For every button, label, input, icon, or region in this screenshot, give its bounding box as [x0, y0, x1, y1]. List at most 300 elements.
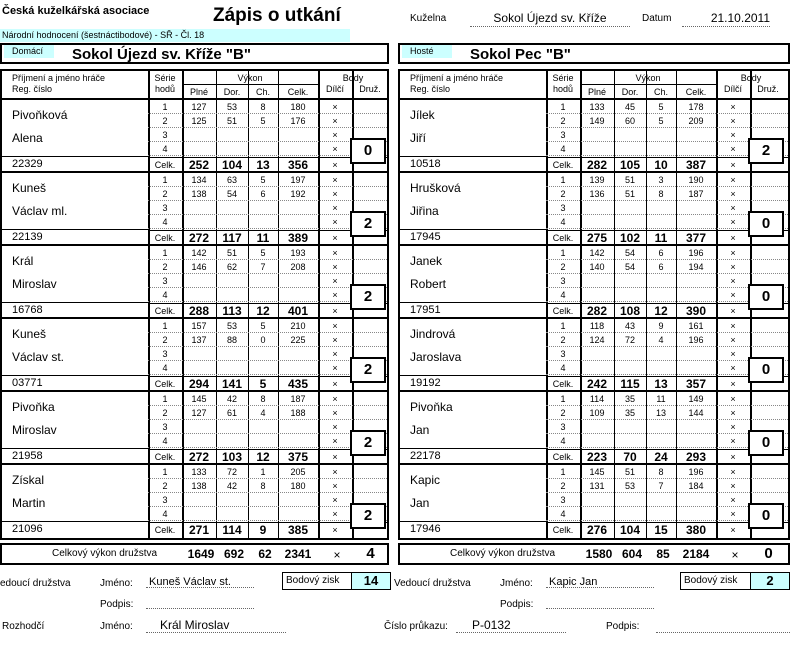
- guest-signature-field[interactable]: [546, 597, 654, 609]
- home-team-header: [0, 43, 389, 64]
- guest-player-points: 0: [748, 357, 784, 383]
- home-total-miss: 62: [258, 547, 272, 561]
- home-player-total-total: 356: [287, 158, 309, 172]
- guest-individual-x: ×: [730, 248, 736, 258]
- home-series-clear: 51: [226, 248, 237, 258]
- home-series-number: 4: [162, 509, 168, 519]
- guest-player-total-total: 390: [685, 304, 707, 318]
- guest-series-clear: 35: [624, 394, 635, 404]
- home-series-number: 4: [162, 363, 168, 373]
- home-series-full: 157: [191, 321, 207, 331]
- home-player-total-total: 375: [287, 450, 309, 464]
- home-celk-label: Celk.: [154, 160, 176, 170]
- home-individual-x: ×: [332, 349, 338, 359]
- home-series-total: 208: [290, 262, 306, 272]
- guest-player-total-miss: 15: [654, 523, 668, 537]
- home-series-full: 142: [191, 248, 207, 258]
- association-name: Česká kuželkářská asociace: [2, 5, 150, 17]
- home-player-block: [2, 465, 387, 538]
- home-series-clear: 62: [226, 262, 237, 272]
- guest-hdr-perf: Výkon: [635, 73, 661, 83]
- guest-series-total: 187: [688, 189, 704, 199]
- home-series-miss: 7: [260, 262, 266, 272]
- guest-team-name: Sokol Pec "B": [470, 46, 571, 63]
- home-team-name: Sokol Újezd sv. Kříže "B": [72, 46, 251, 63]
- home-individual-x: ×: [332, 379, 338, 389]
- home-series-total: 193: [290, 248, 306, 258]
- home-player-firstname: Václav st.: [12, 350, 65, 364]
- home-player-total-miss: 9: [259, 523, 267, 537]
- guest-series-total: 196: [688, 248, 704, 258]
- guest-individual-x: ×: [730, 452, 736, 462]
- home-player-total-full: 272: [188, 231, 210, 245]
- guest-series-clear: 53: [624, 481, 635, 491]
- guest-reg-line: [400, 156, 546, 157]
- home-individual-x: ×: [332, 262, 338, 272]
- guest-reg-line: [400, 448, 546, 449]
- guest-player-total-clear: 108: [619, 304, 641, 318]
- home-series-number: 3: [162, 495, 168, 505]
- home-series-total: 192: [290, 189, 306, 199]
- guest-individual-x: ×: [730, 467, 736, 477]
- guest-player-points: 0: [748, 211, 784, 237]
- home-player-total-full: 294: [188, 377, 210, 391]
- home-individual-x: ×: [332, 203, 338, 213]
- guest-series-number: 1: [560, 102, 566, 112]
- guest-series-miss: 6: [658, 248, 664, 258]
- home-series-number: 3: [162, 276, 168, 286]
- home-hdr-series: Série: [154, 73, 176, 83]
- guest-series-number: 2: [560, 262, 566, 272]
- home-series-row: [148, 173, 387, 187]
- home-series-miss: 4: [260, 408, 266, 418]
- guest-name-label: Jméno:: [500, 578, 533, 589]
- home-series-full: 138: [191, 189, 207, 199]
- guest-series-total: 190: [688, 175, 704, 185]
- guest-hdr-team: Druž.: [757, 84, 779, 94]
- referee-sign-label: Podpis:: [606, 621, 640, 632]
- guest-player-reg: 19192: [410, 377, 441, 389]
- card-number: P-0132: [456, 618, 566, 633]
- home-player-table: [0, 69, 389, 540]
- home-reg-line: [2, 156, 148, 157]
- home-leader-name: Kuneš Václav st.: [146, 576, 254, 588]
- guest-team-header: [398, 43, 790, 64]
- home-reg-line: [2, 521, 148, 522]
- guest-series-number: 1: [560, 394, 566, 404]
- home-player-total-total: 435: [287, 377, 309, 391]
- home-player-total-full: 288: [188, 304, 210, 318]
- home-player-surname: Pivoňková: [12, 108, 68, 122]
- home-player-block: [2, 173, 387, 246]
- guest-series-total: 178: [688, 102, 704, 112]
- home-player-total-clear: 114: [222, 523, 242, 537]
- home-series-row: [148, 260, 387, 274]
- home-name-label: Jméno:: [100, 578, 133, 589]
- home-series-miss: 5: [260, 175, 266, 185]
- guest-total-total: 2184: [682, 547, 710, 561]
- home-series-row: [148, 114, 387, 128]
- guest-series-total: 196: [688, 467, 704, 477]
- home-total-bar: [0, 543, 389, 565]
- home-signature-field[interactable]: [146, 597, 254, 609]
- home-individual-x: ×: [332, 130, 338, 140]
- guest-series-miss: 9: [658, 321, 664, 331]
- home-player-block: [2, 392, 387, 465]
- guest-series-clear: 54: [624, 262, 635, 272]
- home-series-total: 180: [290, 481, 306, 491]
- guest-individual-x: ×: [730, 116, 736, 126]
- guest-player-firstname: Robert: [410, 277, 447, 291]
- guest-player-points: 0: [748, 430, 784, 456]
- home-player-total-miss: 5: [259, 377, 267, 391]
- guest-series-miss: 5: [658, 116, 664, 126]
- guest-series-number: 4: [560, 363, 566, 373]
- guest-leader-label: Vedoucí družstva: [394, 578, 471, 589]
- guest-series-full: 114: [589, 394, 605, 404]
- guest-series-full: 140: [589, 262, 605, 272]
- guest-series-number: 3: [560, 203, 566, 213]
- referee-name-label: Jméno:: [100, 621, 133, 632]
- home-player-total-total: 389: [287, 231, 309, 245]
- home-total-clear: 692: [223, 547, 245, 561]
- guest-reg-line: [400, 229, 546, 230]
- home-reg-line: [2, 302, 148, 303]
- guest-individual-x: ×: [730, 306, 736, 316]
- home-individual-x: ×: [332, 306, 338, 316]
- guest-series-clear: 35: [624, 408, 635, 418]
- home-player-surname: Kuneš: [12, 181, 47, 195]
- home-player-firstname: Miroslav: [12, 277, 57, 291]
- guest-series-row: [546, 260, 788, 274]
- home-individual-x: ×: [332, 217, 338, 227]
- guest-series-clear: 43: [624, 321, 635, 331]
- guest-series-number: 2: [560, 408, 566, 418]
- home-series-full: 138: [191, 481, 207, 491]
- home-player-block: [2, 246, 387, 319]
- guest-player-table: [398, 69, 790, 540]
- guest-individual-x: ×: [730, 335, 736, 345]
- home-hdr-miss: Ch.: [255, 87, 270, 97]
- home-series-clear: 61: [226, 408, 237, 418]
- guest-player-total-total: 387: [685, 158, 707, 172]
- guest-series-row: [546, 319, 788, 333]
- guest-individual-x: ×: [730, 481, 736, 491]
- home-individual-x: ×: [332, 363, 338, 373]
- guest-individual-x: ×: [730, 203, 736, 213]
- home-header-row: [2, 71, 387, 100]
- home-hdr-series2: hodů: [154, 84, 176, 94]
- guest-series-clear: 51: [624, 175, 635, 185]
- guest-series-full: 118: [589, 321, 605, 331]
- home-hdr-reg: Reg. číslo: [12, 84, 53, 94]
- home-player-reg: 22139: [12, 231, 43, 243]
- home-player-total-clear: 113: [222, 304, 242, 318]
- home-player-total-total: 385: [287, 523, 309, 537]
- home-series-total: 176: [290, 116, 306, 126]
- guest-series-clear: 54: [624, 248, 635, 258]
- card-number-label: Číslo průkazu:: [384, 621, 448, 632]
- home-player-total-miss: 13: [256, 158, 270, 172]
- home-series-row: [148, 406, 387, 420]
- guest-player-total-clear: 104: [619, 523, 641, 537]
- home-series-row: [148, 100, 387, 114]
- home-series-miss: 8: [260, 481, 266, 491]
- guest-series-number: 2: [560, 116, 566, 126]
- date-label: Datum: [642, 13, 672, 24]
- guest-hdr-ind: Dílčí: [724, 84, 742, 94]
- home-player-reg: 21096: [12, 523, 43, 535]
- home-individual-x: ×: [332, 335, 338, 345]
- guest-hdr-total: Celk.: [685, 87, 707, 97]
- home-reg-line: [2, 448, 148, 449]
- guest-individual-x: ×: [730, 436, 736, 446]
- guest-series-row: [546, 187, 788, 201]
- guest-celk-label: Celk.: [552, 379, 574, 389]
- home-series-miss: 0: [260, 335, 266, 345]
- home-player-points: 0: [350, 138, 386, 164]
- home-series-number: 1: [162, 394, 168, 404]
- guest-series-total: 161: [688, 321, 704, 331]
- guest-player-total-total: 377: [685, 231, 707, 245]
- home-series-full: 137: [191, 335, 207, 345]
- guest-series-number: 4: [560, 217, 566, 227]
- guest-score-value: 2: [750, 572, 790, 590]
- guest-series-number: 1: [560, 248, 566, 258]
- guest-player-firstname: Jan: [410, 423, 430, 437]
- guest-individual-x: ×: [730, 509, 736, 519]
- home-player-surname: Získal: [12, 473, 45, 487]
- home-series-full: 125: [191, 116, 207, 126]
- home-series-number: 3: [162, 203, 168, 213]
- guest-hdr-name: Příjmení a jméno hráče: [410, 73, 504, 83]
- guest-hdr-reg: Reg. číslo: [410, 84, 451, 94]
- guest-player-reg: 22178: [410, 450, 441, 462]
- home-individual-x: ×: [332, 394, 338, 404]
- guest-player-total-full: 275: [586, 231, 608, 245]
- home-series-total: 188: [290, 408, 306, 418]
- home-individual-x: ×: [332, 525, 338, 535]
- guest-player-total-clear: 102: [619, 231, 641, 245]
- guest-player-total-full: 223: [586, 450, 608, 464]
- guest-total-miss: 85: [656, 547, 670, 561]
- guest-series-row: [546, 173, 788, 187]
- home-series-number: 3: [162, 130, 168, 140]
- guest-player-total-clear: 70: [623, 450, 637, 464]
- guest-individual-x: ×: [730, 408, 736, 418]
- home-hdr-ind: Dílčí: [326, 84, 344, 94]
- home-individual-x: ×: [332, 144, 338, 154]
- guest-series-miss: 6: [658, 262, 664, 272]
- home-series-miss: 6: [260, 189, 266, 199]
- home-series-number: 4: [162, 290, 168, 300]
- home-individual-x: ×: [332, 290, 338, 300]
- home-individual-x: ×: [332, 509, 338, 519]
- guest-series-number: 2: [560, 335, 566, 345]
- guest-player-reg: 17946: [410, 523, 441, 535]
- guest-series-clear: 51: [624, 189, 635, 199]
- guest-total-bar: [398, 543, 790, 565]
- date-value: 21.10.2011: [682, 11, 770, 27]
- home-player-total-full: 252: [188, 158, 210, 172]
- guest-player-reg: 17945: [410, 231, 441, 243]
- home-series-row: [148, 187, 387, 201]
- guest-celk-label: Celk.: [552, 306, 574, 316]
- guest-player-total-full: 282: [586, 158, 608, 172]
- guest-series-clear: 45: [624, 102, 635, 112]
- guest-individual-x: ×: [730, 422, 736, 432]
- home-player-firstname: Martin: [12, 496, 46, 510]
- home-player-firstname: Miroslav: [12, 423, 57, 437]
- home-player-points: 2: [350, 284, 386, 310]
- home-series-total: 197: [290, 175, 306, 185]
- guest-series-total: 194: [688, 262, 704, 272]
- home-player-total-miss: 12: [256, 450, 270, 464]
- guest-player-total-full: 276: [586, 523, 608, 537]
- guest-series-number: 1: [560, 175, 566, 185]
- venue-value: Sokol Újezd sv. Kříže: [470, 11, 630, 27]
- home-hdr-team: Druž.: [359, 84, 381, 94]
- guest-individual-x: ×: [730, 321, 736, 331]
- home-hdr-points: Body: [342, 73, 364, 83]
- guest-series-number: 3: [560, 130, 566, 140]
- home-total-total: 2341: [284, 547, 312, 561]
- guest-player-firstname: Jaroslava: [410, 350, 462, 364]
- guest-series-number: 3: [560, 349, 566, 359]
- home-individual-x: ×: [332, 116, 338, 126]
- guest-series-row: [546, 333, 788, 347]
- guest-player-total-total: 380: [685, 523, 707, 537]
- guest-individual-x: ×: [730, 189, 736, 199]
- guest-reg-line: [400, 375, 546, 376]
- guest-individual-x: ×: [730, 217, 736, 227]
- home-player-reg: 03771: [12, 377, 43, 389]
- guest-sign-label: Podpis:: [500, 599, 534, 610]
- guest-individual-x: ×: [730, 130, 736, 140]
- home-series-full: 145: [191, 394, 207, 404]
- guest-series-number: 4: [560, 144, 566, 154]
- guest-series-clear: 72: [624, 335, 635, 345]
- guest-series-miss: 13: [655, 408, 666, 418]
- home-series-clear: 72: [226, 467, 237, 477]
- home-individual-x: ×: [332, 160, 338, 170]
- home-player-points: 2: [350, 211, 386, 237]
- home-series-number: 4: [162, 217, 168, 227]
- home-series-total: 180: [290, 102, 306, 112]
- home-series-total: 225: [290, 335, 306, 345]
- guest-series-full: 149: [589, 116, 605, 126]
- home-player-points: 2: [350, 503, 386, 529]
- guest-series-row: [546, 406, 788, 420]
- guest-series-full: 131: [589, 481, 605, 491]
- home-series-number: 2: [162, 116, 168, 126]
- guest-series-total: 196: [688, 335, 704, 345]
- page-title: Zápis o utkání: [213, 5, 341, 26]
- guest-series-number: 3: [560, 276, 566, 286]
- guest-player-reg: 10518: [410, 158, 441, 170]
- guest-series-row: [546, 392, 788, 406]
- home-player-firstname: Václav ml.: [12, 204, 68, 218]
- guest-series-full: 136: [589, 189, 605, 199]
- home-player-total-miss: 12: [256, 304, 270, 318]
- guest-player-firstname: Jan: [410, 496, 430, 510]
- referee-name: Král Miroslav: [146, 618, 286, 633]
- guest-individual-x: ×: [730, 233, 736, 243]
- guest-series-total: 209: [688, 116, 704, 126]
- guest-series-full: 133: [589, 102, 605, 112]
- home-series-number: 2: [162, 408, 168, 418]
- guest-individual-x: ×: [730, 495, 736, 505]
- guest-series-total: 144: [688, 408, 704, 418]
- guest-individual-x: ×: [730, 144, 736, 154]
- home-series-clear: 42: [226, 394, 237, 404]
- guest-player-surname: Jílek: [410, 108, 435, 122]
- home-total-points: 4: [366, 545, 375, 562]
- home-reg-line: [2, 229, 148, 230]
- home-series-full: 127: [191, 102, 207, 112]
- guest-series-clear: 60: [624, 116, 635, 126]
- guest-series-miss: 8: [658, 189, 664, 199]
- home-total-label: Celkový výkon družstva: [52, 548, 158, 559]
- home-hdr-perf-line: [182, 84, 318, 85]
- home-player-block: [2, 319, 387, 392]
- home-series-clear: 63: [226, 175, 237, 185]
- home-score-value: 14: [351, 572, 391, 590]
- home-individual-x: ×: [332, 452, 338, 462]
- home-individual-x: ×: [332, 436, 338, 446]
- guest-player-surname: Janek: [410, 254, 443, 268]
- guest-series-full: 124: [589, 335, 605, 345]
- guest-hdr-points: Body: [740, 73, 762, 83]
- guest-individual-x: ×: [730, 102, 736, 112]
- guest-player-points: 0: [748, 284, 784, 310]
- home-series-number: 3: [162, 422, 168, 432]
- home-series-full: 127: [191, 408, 207, 418]
- home-player-points: 2: [350, 357, 386, 383]
- guest-label: Hosté: [402, 45, 452, 58]
- guest-individual-x: ×: [730, 394, 736, 404]
- home-series-full: 146: [191, 262, 207, 272]
- guest-player-surname: Kapic: [410, 473, 441, 487]
- guest-series-miss: 5: [658, 102, 664, 112]
- home-player-total-total: 401: [287, 304, 309, 318]
- home-player-total-clear: 103: [221, 450, 243, 464]
- home-player-reg: 16768: [12, 304, 43, 316]
- guest-player-total-full: 242: [586, 377, 608, 391]
- guest-player-total-miss: 10: [654, 158, 668, 172]
- home-player-surname: Kuneš: [12, 327, 47, 341]
- guest-total-x: ×: [731, 548, 739, 562]
- home-individual-x: ×: [332, 321, 338, 331]
- guest-player-total-full: 282: [586, 304, 608, 318]
- home-series-clear: 51: [226, 116, 237, 126]
- guest-player-total-miss: 13: [654, 377, 668, 391]
- home-celk-label: Celk.: [154, 452, 176, 462]
- home-series-miss: 1: [260, 467, 266, 477]
- guest-series-row: [546, 479, 788, 493]
- home-series-clear: 53: [226, 102, 237, 112]
- guest-player-total-total: 293: [685, 450, 707, 464]
- home-label: Domácí: [4, 45, 54, 58]
- home-player-total-clear: 117: [222, 231, 242, 245]
- home-series-full: 134: [191, 175, 207, 185]
- guest-player-surname: Jindrová: [410, 327, 456, 341]
- guest-player-reg: 17951: [410, 304, 441, 316]
- referee-signature-field[interactable]: [656, 618, 790, 633]
- home-individual-x: ×: [332, 233, 338, 243]
- home-series-miss: 5: [260, 321, 266, 331]
- home-individual-x: ×: [332, 408, 338, 418]
